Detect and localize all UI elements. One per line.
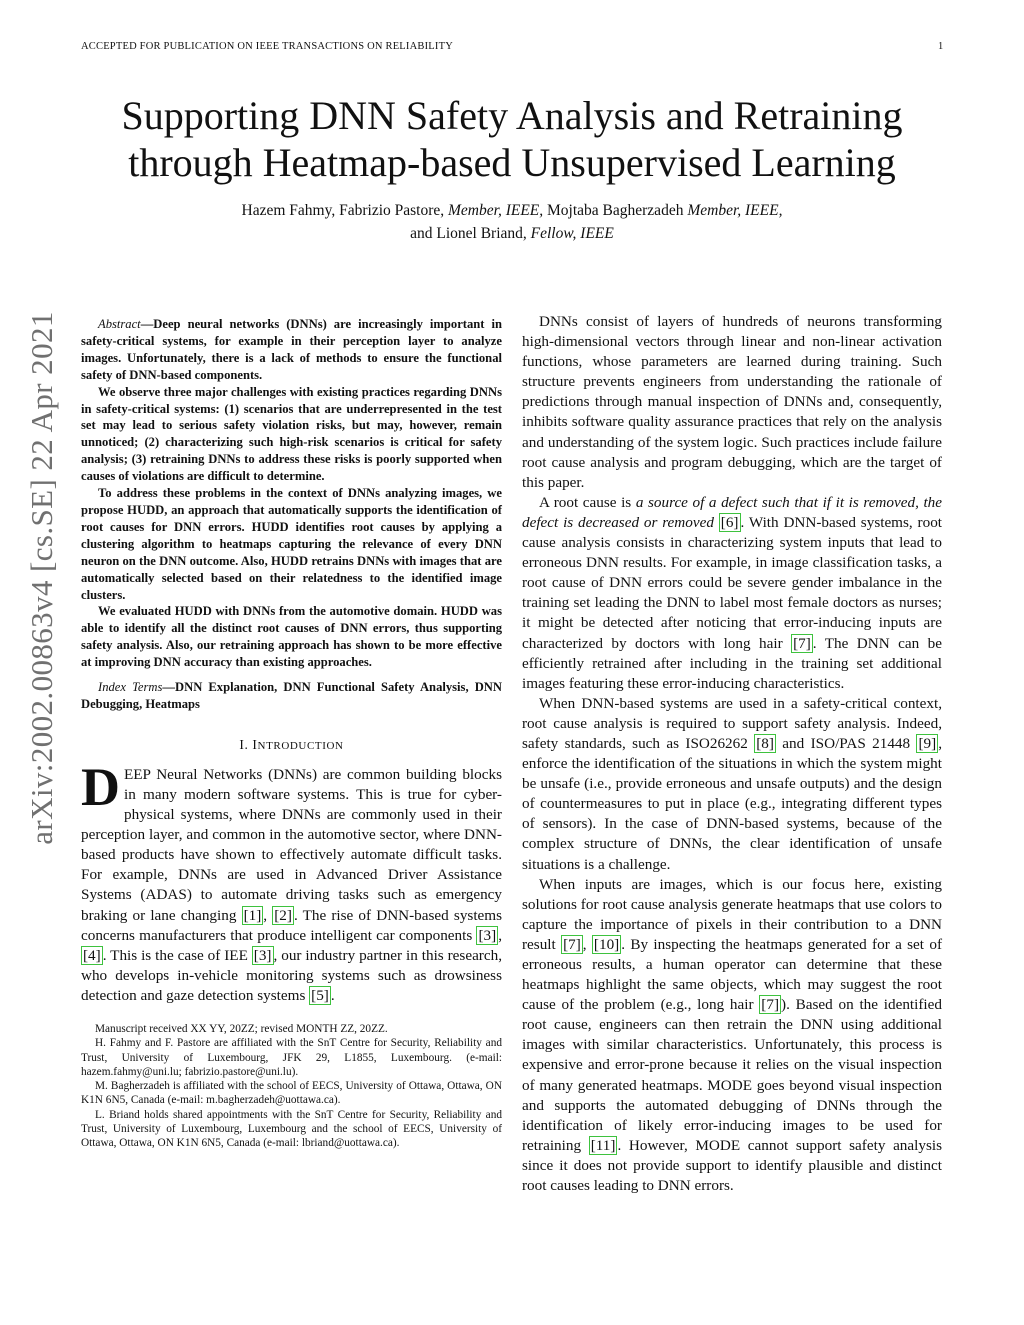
citation-link[interactable]: [7] bbox=[761, 996, 780, 1014]
author-role-3: Fellow, IEEE bbox=[530, 225, 614, 242]
text-run: , bbox=[582, 935, 592, 953]
intro-paragraph-4 bbox=[522, 694, 942, 875]
index-terms-label: Index Terms bbox=[98, 680, 163, 695]
author-names-1: Hazem Fahmy, Fabrizio Pastore, bbox=[241, 202, 449, 219]
citation-link[interactable]: [6] bbox=[720, 513, 739, 531]
text-run: ). Based on the identified root cause, engineers can then retrain the DNN using additional images with similar characteristics. Unfortunately, this process is expensive and error-prone because it relies on the visual inspection of many generated heatmaps. MODE goes beyond visual inspection and supports the automated debugging of DNNs through the identification of likely error-inducing images to be used for retraining bbox=[522, 996, 942, 1154]
section-title: NTRODUCTION bbox=[257, 739, 344, 752]
footnote-fahmy-pastore: H. Fahmy and F. Pastore are affiliated with the SnT Centre for Security, Reliability and Trust, University of Luxembourg, JFK 29, L1855, Luxembourg. (e-mail: hazem.fahmy@uni.lu; fabrizio.pastore@uni.lu). bbox=[81, 1037, 502, 1078]
citation-link[interactable]: [3] bbox=[478, 926, 497, 944]
text-run: , bbox=[498, 926, 502, 944]
author-names-3: and Lionel Briand, bbox=[410, 225, 531, 242]
citation-link[interactable]: [1] bbox=[243, 906, 262, 924]
author-role-1: Member, IEEE, bbox=[448, 202, 544, 219]
citation-link[interactable]: [2] bbox=[274, 906, 292, 924]
title-line-1: Supporting DNN Safety Analysis and Retraining bbox=[121, 93, 903, 138]
text-run: , our industry partner in this research, who develops in-vehicle monitoring systems such as drowsiness detection and gaze detection systems bbox=[81, 946, 502, 1004]
right-column bbox=[522, 312, 942, 1196]
abstract-text-1: —Deep neural networks (DNNs) are increasingly important in safety-critical systems, for example in their perception layer to analyze images. Unfortunately, there is a lack of methods to ensure the functional safety of DNN-based components. bbox=[81, 317, 502, 382]
author-role-2: Member, IEEE, bbox=[687, 202, 783, 219]
citation-link[interactable]: [11] bbox=[590, 1136, 616, 1154]
footnote-manuscript: Manuscript received XX YY, 20ZZ; revised MONTH ZZ, 20ZZ. bbox=[95, 1022, 388, 1035]
text-run: When DNN-based systems are used in a safety-critical context, root cause analysis is required to support safety analysis. Indeed, safety standards, such as ISO26262 bbox=[522, 694, 942, 752]
abstract-paragraph-2: We observe three major challenges with existing practices regarding DNNs in safety-critical systems: (1) scenarios that are underrepresented in the test set may lead to serious safety violation risks, but may, however, remain unnoticed; (2) characterizing such high-risk scenarios is critical for safety analysis; (3) retraining DNNs to address these risks is poorly supported when causes of violations are difficult to determine. bbox=[81, 384, 502, 484]
footnote-briand: L. Briand holds shared appointments with the SnT Centre for Security, Reliability and Trust, University of Luxembourg, Luxembourg and the school of EECS, University of Ottawa, Ottawa, ON K1N 6N5, Canada (e-mail: lbriand@uottawa.ca). bbox=[81, 1108, 502, 1150]
citation-link[interactable]: [10] bbox=[593, 935, 620, 953]
text-run: , enforce the identification of the situations in which the system might be unsafe (i.e., provide erroneous and unsafe outputs) and the design of countermeasures to put in place (e.g., integrating different types of sensors). In the case of DNN-based systems, because of the complex structure of DNNs, the clear identification of unsafe situations is a challenge. bbox=[522, 734, 942, 873]
intro-left-body bbox=[81, 756, 503, 1006]
running-head: ACCEPTED FOR PUBLICATION ON IEEE TRANSACTIONS ON RELIABILITY bbox=[81, 41, 454, 52]
text-run: . The DNN can be efficiently retrained after including in the training set additional images featuring these error-inducing characteristics. bbox=[522, 634, 942, 692]
page-number: 1 bbox=[938, 41, 944, 52]
intro-paragraph-3 bbox=[522, 493, 942, 694]
text-run: EEP Neural Networks (DNNs) are common building blocks in many modern software systems. This is true for cyber-physical systems, where DNNs are commonly used in their perception layer, and common in the automotive sector, where DNN-based products have shown to effectively automate difficult tasks. For example, DNNs are used in Advanced Driver Assistance Systems (ADAS) to automate driving tasks such as emergency braking or lane changing bbox=[81, 765, 502, 924]
intro-paragraph-2: DNNs consist of layers of hundreds of neurons transforming high-dimensional vectors through linear and non-linear activation functions, whose parameters are learned during training. Such structure prevents engineers from understanding the rationale of predictions through manual inspection of DNNs and, consequently, inhibits software quality assurance practices that rely on the analysis and understanding of the system logic. Such practices include failure root cause analysis and program debugging, which are the target of this paper. bbox=[522, 313, 942, 491]
text-run: When inputs are images, which is our focus here, existing solutions for root cause analysis generate heatmaps that use colors to capture the importance of pixels in their contribution to a DNN result bbox=[522, 875, 942, 953]
abstract-paragraph-1 bbox=[81, 316, 502, 384]
left-column bbox=[81, 316, 502, 1151]
abstract-paragraph-3: To address these problems in the context of DNNs analyzing images, we propose HUDD, an approach that automatically supports the identification of root causes for DNN errors. HUDD identifies root causes by applying a clustering algorithm to heatmaps capturing the relevance of every DNN neuron on the DNN outcome. Also, HUDD retrains DNNs with images that are automatically selected based on their relatedness to the identified image clusters. bbox=[81, 486, 502, 602]
citation-link[interactable]: [4] bbox=[83, 946, 101, 964]
title-line-2: through Heatmap-based Unsupervised Learning bbox=[128, 140, 896, 185]
index-terms bbox=[81, 679, 502, 713]
citation-link[interactable]: [5] bbox=[311, 986, 329, 1004]
abstract-label: Abstract bbox=[98, 317, 141, 331]
footnote-bagherzadeh: M. Bagherzadeh is affiliated with the school of EECS, University of Ottawa, Ottawa, ON K1N 6N5, Canada (e-mail: m.bagherzadeh@uottawa.ca). bbox=[81, 1080, 502, 1107]
author-list bbox=[60, 199, 964, 245]
citation-link[interactable]: [3] bbox=[253, 946, 272, 964]
text-run: . The rise of DNN-based systems concerns manufacturers that produce intelligent car components bbox=[81, 906, 503, 944]
text-run: , bbox=[263, 906, 273, 924]
drop-cap: D bbox=[81, 756, 120, 817]
root-cause-definition: a source of a defect such that if it is removed, the defect is decreased or removed bbox=[522, 493, 943, 531]
text-run: and ISO/PAS 21448 bbox=[775, 734, 917, 752]
text-run: . However, MODE cannot support safety analysis since it does not provide support to identify plausible and distinct root causes leading to DNN errors. bbox=[522, 1136, 942, 1195]
footnotes bbox=[81, 1022, 502, 1151]
text-run: A root cause is bbox=[539, 493, 636, 511]
text-run: . bbox=[330, 986, 335, 1004]
section-numeral: I. I bbox=[239, 736, 258, 752]
author-names-2: Mojtaba Bagherzadeh bbox=[543, 202, 688, 219]
arxiv-identifier: arXiv:2002.00863v4 [cs.SE] 22 Apr 2021 bbox=[24, 311, 59, 845]
intro-paragraph-1 bbox=[81, 756, 503, 1006]
section-heading-introduction bbox=[81, 737, 502, 753]
citation-link[interactable]: [7] bbox=[793, 634, 811, 652]
abstract bbox=[81, 316, 502, 713]
citation-link[interactable]: [7] bbox=[563, 935, 581, 953]
abstract-paragraph-4: We evaluated HUDD with DNNs from the automotive domain. HUDD was able to identify all the distinct root causes of DNN errors, thus supporting safety analysis. Also, our retraining approach has shown to be more effective at improving DNN accuracy than existing approaches. bbox=[81, 604, 502, 670]
citation-link[interactable]: [8] bbox=[756, 734, 774, 752]
text-run: . By inspecting the heatmaps generated for a set of erroneous results, a human operator can determine that these heatmaps highlight the same objects, which may suggest the root cause of the problem (e.g., long hair bbox=[522, 935, 942, 1014]
text-run: . This is the case of IEE bbox=[102, 946, 252, 964]
citation-link[interactable]: [9] bbox=[918, 734, 937, 752]
index-terms-text: —DNN Explanation, DNN Functional Safety Analysis, DNN Debugging, Heatmaps bbox=[81, 680, 502, 711]
text-run: . With DNN-based systems, root cause analysis consists in characterizing system inputs that lead to erroneous DNN results. For example, in image classification tasks, a root cause of DNN errors could be severe gender imbalance in the training set leading the DNN to label most female doctors as nurses; it might be detected after noticing that error-inducing inputs are characterized by doctors with long hair bbox=[522, 513, 943, 652]
intro-paragraph-5 bbox=[522, 875, 942, 1197]
paper-title bbox=[60, 92, 964, 186]
